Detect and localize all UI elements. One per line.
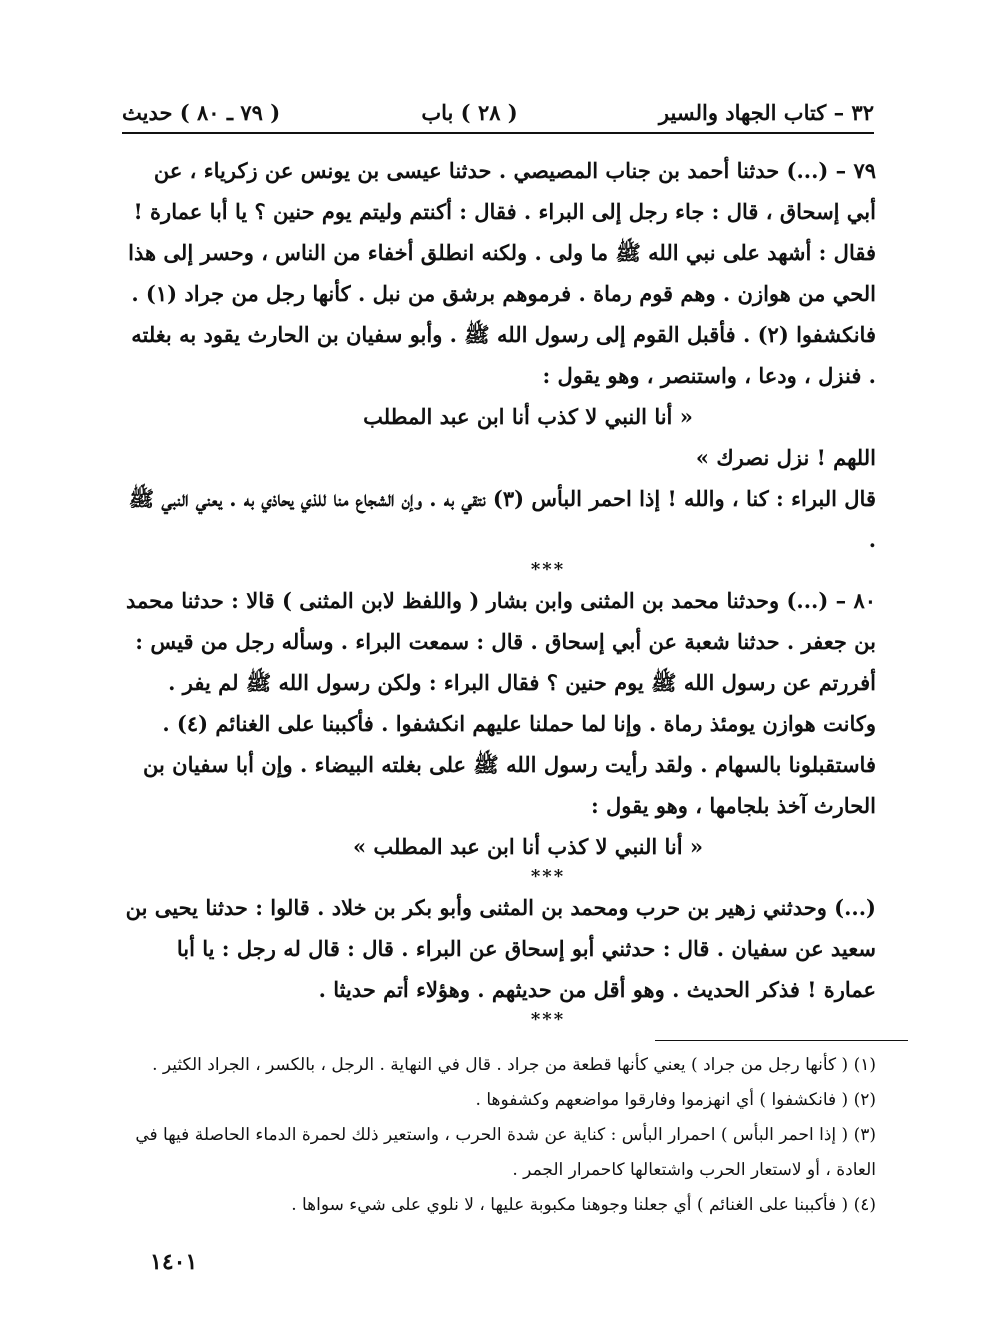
header-rule [122,132,874,134]
running-header [122,92,874,132]
footnote-2: (٢) ( فانكشفوا ) أي انهزموا وفارقوا مواضعهم وكشفوها . [475,1090,876,1110]
footnote-4: (٤) ( فأكببنا على الغنائم ) أي جعلنا وجوهنا مكبوبة عليها ، لا نلوي على شيء سواها . [291,1195,876,1215]
hadith-79-text: ٧٩ – (...) حدثنا أحمد بن جناب المصيصي . حدثنا عيسى بن يونس عن زكرياء ، عن أبي إسحاق ، قال : جاء رجل إلى البراء . فقال : أكنتم وليتم يوم حنين ؟ يا أبا عمارة ! فقال : أشهد على نبي الله ﷺ ما ولى . ولكنه انطلق أخفاء من الناس ، وحسر إلى هذا الحي من هوازن . وهم قوم رماة . فرموهم برشق من نبل . كأنها رجل من جراد (١) . فانكشفوا (٢) . فأقبل القوم إلى رسول الله ﷺ . وأبو سفيان بن الحارث يقود به بغلته . فنزل ، ودعا ، واستنصر ، وهو يقول : [128,158,876,388]
footnote-rule [655,1040,908,1041]
hadith-80-text: ٨٠ – (...) وحدثنا محمد بن المثنى وابن بشار ( واللفظ لابن المثنى ) قالا : حدثنا محمد بن جعفر . حدثنا شعبة عن أبي إسحاق . قال : سمعت البراء . وسأله رجل من قيس : أفررتم عن رسول الله ﷺ يوم حنين ؟ فقال البراء : ولكن رسول الله ﷺ لم يفر . وكانت هوازن يومئذ رماة . وإنا لما حملنا عليهم انكشفوا . فأكببنا على الغنائم (٤) . فاستقبلونا بالسهام . ولقد رأيت رسول الله ﷺ على بغلته البيضاء . وإن أبا سفيان بن الحارث آخذ بلجامها ، وهو يقول : [126,588,876,818]
section-separator: *** [530,1009,566,1030]
page-number: ١٤٠١ [150,1249,198,1275]
section-separator: *** [530,866,566,887]
footnote-3: (٣) ( إذا احمر البأس ) احمرار البأس : كناية عن شدة الحرب ، واستعير ذلك لحمرة الدماء الحاصلة فيها في العادة ، أو لاستعار الحرب واشتعالها كاحمرار الجمر . [135,1125,876,1180]
section-separator: *** [530,559,566,580]
footnotes [120,1048,876,1223]
main-text [120,150,876,1030]
hadith-79-closing: قال البراء : كنا ، والله ! إذا احمر البأس (٣) نتقي به . وإن الشجاع منا للذي يحاذي به . يعني النبي ﷺ . [128,486,876,552]
footnote-1: (١) ( كأنها رجل من جراد ) يعني كأنها قطعة من جراد . قال في النهاية . الرجل ، بالكسر ، الجراد الكثير . [152,1055,876,1075]
hadith-79-verse: « أنا النبي لا كذب أنا ابن عبد المطلب [363,404,693,429]
hadith-range: ( ٧٩ ـ ٨٠ ) حديث [122,99,281,125]
hadith-81-text: (...) وحدثني زهير بن حرب ومحمد بن المثنى وأبو بكر بن خلاد . قالوا : حدثنا يحيى بن سعيد عن سفيان . قال : حدثني أبو إسحاق عن البراء . قال : قال له رجل : يا أبا عمارة ! فذكر الحديث . وهو أقل من حديثهم . وهؤلاء أتم حديثا . [125,895,876,1002]
hadith-80-verse: « أنا النبي لا كذب أنا ابن عبد المطلب » [352,834,704,859]
hadith-79-prayer: اللهم ! نزل نصرك » [695,445,876,470]
book-title: ٣٢ – كتاب الجهاد والسير [658,99,874,125]
chapter-label: ( ٢٨ ) باب [421,99,518,125]
